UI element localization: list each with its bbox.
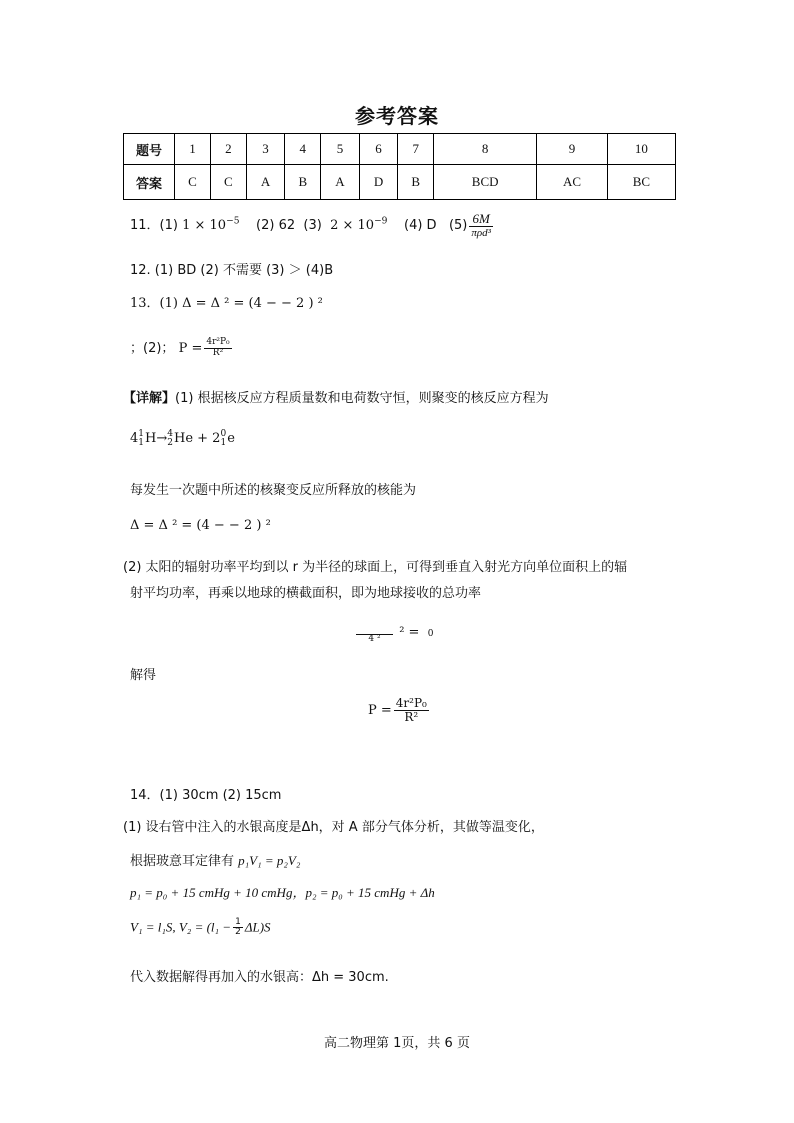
nuclear-reaction-equation: 41 1H→4 2He + 20 1e — [130, 429, 235, 448]
cell-number: 8 — [434, 134, 537, 165]
q13-power-fraction: $\frac{\text{4r²P₀}}{\text{R²}}$ — [206, 337, 230, 358]
cell-answer: A — [246, 165, 285, 200]
page-title: 参考答案 — [355, 104, 439, 128]
final-power-equation: P = $\frac{\text{4r²P₀}}{\text{R²}}$ — [368, 696, 427, 724]
cell-number: 9 — [537, 134, 608, 165]
cell-number: 6 — [359, 134, 398, 165]
cell-number: 10 — [607, 134, 675, 165]
cell-answer: C — [175, 165, 211, 200]
energy-equation: Δ = Δ ² = (4 − − 2 ) ² — [130, 518, 271, 533]
cell-number: 2 — [210, 134, 246, 165]
cell-answer: BCD — [434, 165, 537, 200]
part2-line1: (2) 太阳的辐射功率平均到以 r 为半径的球面上，可得到垂直入射光方向单位面积上的辐 — [123, 560, 628, 575]
cell-number: 3 — [246, 134, 285, 165]
q13-answer-line2: ；(2)； P = $\frac{\text{4r²P₀}}{\text{R²}}$ — [130, 337, 230, 358]
row-label-answer: 答案 — [124, 165, 175, 200]
cell-number: 7 — [398, 134, 434, 165]
q11-part3: $2 \times 10^{-9}$ — [330, 216, 388, 233]
q13-answer-line1: 13．(1) Δ = Δ ² = (4 − − 2 ) ² — [130, 296, 323, 311]
cell-answer: C — [210, 165, 246, 200]
q12-answer: 12. (1) BD (2) 不需要 (3) ＞ (4)B — [130, 263, 334, 278]
table-row-answers — [124, 165, 676, 200]
q14-line4: V₁ = l₁S, V₂ = (l₁ − $\frac{1}{2}$ ΔL)S — [130, 917, 271, 938]
q14-line2: 根据玻意耳定律有 p₁V₁ = p₂V₂ — [130, 853, 301, 869]
cell-answer: AC — [537, 165, 608, 200]
answer-table — [123, 133, 676, 200]
cell-answer: D — [359, 165, 398, 200]
q14-line1: (1) 设右管中注入的水银高度是Δh，对 A 部分气体分析，其做等温变化， — [123, 820, 544, 835]
cell-number: 4 — [285, 134, 321, 165]
cell-number: 5 — [321, 134, 360, 165]
power-balance-equation: 4 ² ² = 0 — [354, 620, 433, 645]
energy-intro: 每发生一次题中所述的核聚变反应所释放的核能为 — [130, 483, 417, 498]
solve-label: 解得 — [130, 668, 157, 683]
q11-part1: $1 \times 10^{-5}$ — [182, 216, 240, 233]
q11-answer: 11．(1) $1 \times 10^{-5}$ (2) 62 (3) $2 \times 10^{-9}$ (4) D (5) $\frac{6M}{\text{πρd³}}$ — [130, 211, 491, 239]
q14-answer: 14．(1) 30cm (2) 15cm — [130, 788, 282, 803]
table-row-numbers — [124, 134, 676, 165]
page-footer: 高二物理第 1页，共 6 页 — [324, 1036, 470, 1051]
row-label-number: 题号 — [124, 134, 175, 165]
q13-detail: 【详解】(1) 根据核反应方程质量数和电荷数守恒，则聚变的核反应方程为 — [123, 391, 549, 406]
q14-line5: 代入数据解得再加入的水银高：Δh = 30cm. — [130, 970, 389, 985]
cell-answer: BC — [607, 165, 675, 200]
q14-line3: p₁ = p₀ + 15 cmHg + 10 cmHg，p₂ = p₀ + 15 cmHg + Δh — [130, 885, 435, 900]
cell-answer: B — [398, 165, 434, 200]
cell-number: 1 — [175, 134, 211, 165]
cell-answer: A — [321, 165, 360, 200]
cell-answer: B — [285, 165, 321, 200]
q11-part5-fraction: $\frac{6M}{\text{πρd³}}$ — [471, 211, 491, 239]
part2-line2: 射平均功率，再乘以地球的横截面积，即为地球接收的总功率 — [130, 586, 482, 601]
